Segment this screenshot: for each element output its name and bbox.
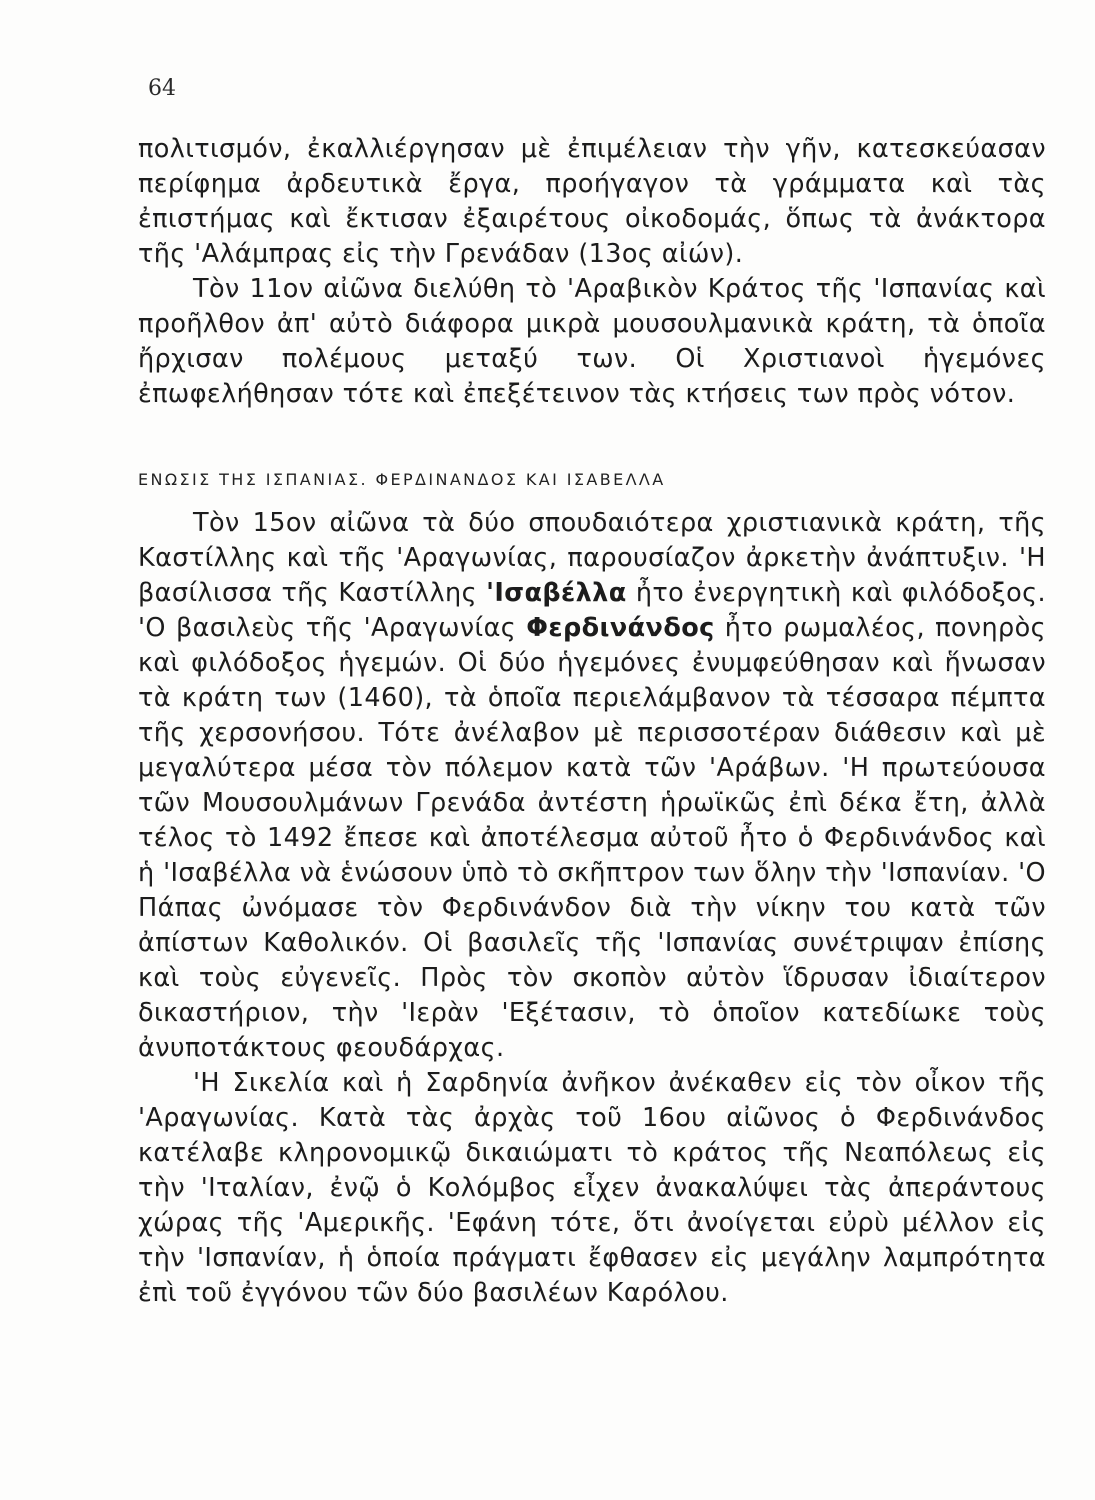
paragraph-2: Τὸν 11ον αἰῶνα διελύθη τὸ 'Αραβικὸν Κράτος τῆς 'Ισπανίας καὶ προῆλθον ἀπ' αὐτὸ διάφορα μικρὰ μουσουλμανικὰ κράτη, τὰ ὁποῖα ἤρχισαν πολέμους μεταξύ των. Οἱ Χριστιανοὶ ἡγεμόνες ἐπωφελήθησαν τότε καὶ ἐπεξέτεινον τὰς κτήσεις των πρὸς νότον. — [138, 274, 1046, 409]
page-number: 64 — [148, 76, 176, 101]
bold-name-ferdinand: Φερδινάνδος — [526, 613, 715, 643]
intro-text — [138, 132, 1046, 412]
text-span: ἦτο ἐνεργητικὴ καὶ φιλόδοξος. 'Ο βασιλεὺς τῆς 'Αραγωνίας — [138, 578, 1046, 643]
text-span: Τὸν 15ον αἰῶνα τὰ δύο σπουδαιότερα χριστιανικὰ κράτη, τῆς Καστίλλης καὶ τῆς 'Αραγωνίας, παρουσίαζον ἀρκετὴν ἀνάπτυξιν. 'Η βασίλισσα τῆς Καστίλλης — [138, 508, 1046, 608]
paragraph-1: πολιτισμόν, ἐκαλλιέργησαν μὲ ἐπιμέλειαν τὴν γῆν, κατεσκεύασαν περίφημα ἀρδευτικὰ ἔργα, προήγαγον τὰ γράμματα καὶ τὰς ἐπιστήμας καὶ ἔκτισαν ἐξαιρέτους οἰκοδομάς, ὅπως τὰ ἀνάκτορα τῆς 'Αλάμπρας εἰς τὴν Γρενάδαν (13ος αἰών). — [138, 134, 1046, 269]
text-span: ἦτο ρωμαλέος, πονηρὸς καὶ φιλόδοξος ἡγεμών. Οἱ δύο ἡγεμόνες ἐνυμφεύθησαν καὶ ἥνωσαν τὰ κράτη των (1460), τὰ ὁποῖα περιελάμβανον τὰ τέσσαρα πέμπτα τῆς χερσονήσου. Τότε ἀνέλαβον μὲ περισσοτέραν διάθεσιν καὶ μὲ μεγαλύτερα μέσα τὸν πόλεμον κατὰ τῶν 'Αράβων. 'Η πρωτεύουσα τῶν Μουσουλμάνων Γρενάδα ἀντέστη ἡρωϊκῶς ἐπὶ δέκα ἔτη, ἀλλὰ τέλος τὸ 1492 ἔπεσε καὶ ἀποτέλεσμα αὐτοῦ ἦτο ὁ Φερδινάνδος καὶ ἡ 'Ισαβέλλα νὰ ἑνώσουν ὑπὸ τὸ σκῆπτρον των ὅλην τὴν 'Ισπανίαν. 'Ο Πάπας ὠνόμασε τὸν Φερδινάνδον διὰ τὴν νίκην του κατὰ τῶν ἀπίστων Καθολικόν. Οἱ βασιλεῖς τῆς 'Ισπανίας συνέτριψαν ἐπίσης καὶ τοὺς εὐγενεῖς. Πρὸς τὸν σκοπὸν αὐτὸν ἵδρυσαν ἰδιαίτερον δικαστήριον, τὴν 'Ιερὰν 'Εξέτασιν, τὸ ὁποῖον κατεδίωκε τοὺς ἀνυποτάκτους φεουδάρχας. — [138, 613, 1047, 1063]
section-paragraph-2: 'Η Σικελία καὶ ἡ Σαρδηνία ἀνῆκον ἀνέκαθεν εἰς τὸν οἶκον τῆς 'Αραγωνίας. Κατὰ τὰς ἀρχὰς τοῦ 16ου αἰῶνος ὁ Φερδινάνδος κατέλαβε κληρονομικῷ δικαιώματι τὸ κράτος τῆς Νεαπόλεως εἰς τὴν 'Ιταλίαν, ἐνῷ ὁ Κολόμβος εἶχεν ἀνακαλύψει τὰς ἀπεράντους χώρας τῆς 'Αμερικῆς. 'Εφάνη τότε, ὅτι ἀνοίγεται εὐρὺ μέλλον εἰς τὴν 'Ισπανίαν, ἡ ὁποία πράγματι ἔφθασεν εἰς μεγάλην λαμπρότητα ἐπὶ τοῦ ἐγγόνου τῶν δύο βασιλέων Καρόλου. — [138, 1068, 1046, 1308]
section-text — [138, 506, 1046, 1311]
section-heading: ΕΝΩΣΙΣ ΤΗΣ ΙΣΠΑΝΙΑΣ. ΦΕΡΔΙΝΑΝΔΟΣ ΚΑΙ ΙΣΑΒΕΛΛΑ — [138, 470, 666, 489]
bold-name-isabella: 'Ισαβέλλα — [486, 578, 627, 608]
section-paragraph-1 — [138, 506, 1046, 1066]
